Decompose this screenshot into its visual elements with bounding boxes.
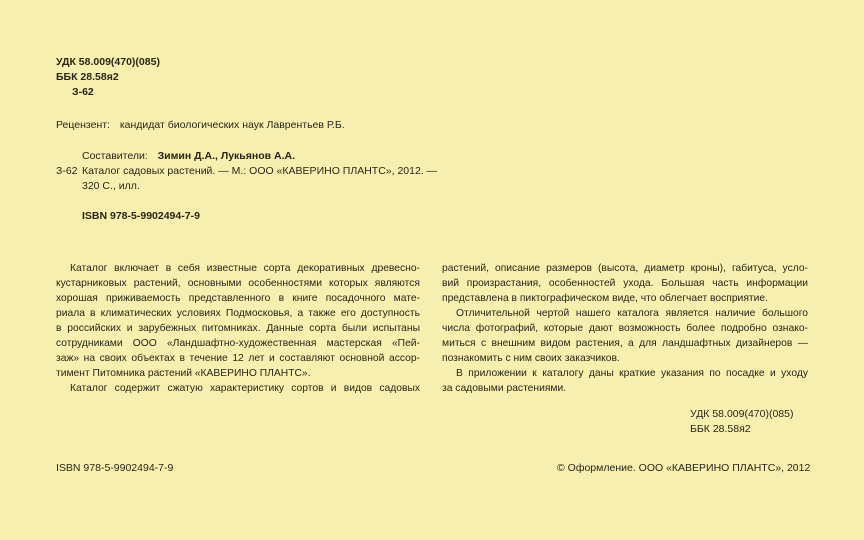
right-line-2: вий произрастания, особенностей ухода. Большая часть информации [442,278,808,289]
left-line-2: кустарниковых растений, основными особенностями которых являются [56,278,420,289]
right-line-1: растений, описание размеров (высота, диаметр кроны), габитуса, усло- [442,263,808,274]
right-line-6: миться с внешним видом растения, а для ландшафтных дизайнеров — [442,338,808,349]
isbn-top: ISBN 978-5-9902494-7-9 [82,210,200,222]
author-mark: З-62 [72,86,94,98]
copyright: © Оформление. ООО «КАВЕРИНО ПЛАНТС», 2012 [557,462,811,474]
right-line-4: Отличительной чертой нашего каталога является наличие большого [456,308,808,319]
left-line-1: Каталог включает в себя известные сорта декоративных древесно- [70,263,420,274]
compilers-label: Составители: [82,150,148,162]
right-line-5: числа фотографий, которые дают возможность более подробно ознако- [442,323,808,334]
reviewer-line [56,118,345,132]
left-line-7: заж» на своих объектах в течение 12 лет и составляют основной ассор- [56,353,420,364]
right-bbk-code: ББК 28.58я2 [690,423,751,435]
left-line-3: хорошая приживаемость представленного в книге посадочного мате- [56,293,420,304]
left-line-6: сотрудниками ООО «Ландшафтно-художественная мастерская «Пей- [56,338,420,349]
udk-code: УДК 58.009(470)(085) [56,56,160,68]
bbk-code: ББК 28.58я2 [56,71,119,83]
left-line-4: риала в климатических условиях Подмосковья, а также его доступность [56,308,420,319]
catalog-line-1: Каталог садовых растений. — М.: ООО «КАВЕРИНО ПЛАНТС», 2012. — [82,165,438,177]
left-line-5: в российских и зарубежных питомниках. Данные сорта были испытаны [56,323,420,334]
isbn-footer: ISBN 978-5-9902494-7-9 [56,462,174,474]
left-line-8: тимент Питомника растений «КАВЕРИНО ПЛАНТС». [56,368,311,379]
right-udk-code: УДК 58.009(470)(085) [690,408,794,420]
right-line-3: представлена в пиктографическом виде, что облегчает восприятие. [442,293,768,304]
catalog-line-2: 320 С., илл. [82,180,140,192]
reviewer-label: Рецензент: [56,119,110,131]
reviewer-text: кандидат биологических наук Лаврентьев Р.Б. [119,119,345,131]
right-line-8: В приложении к каталогу даны краткие указания по посадке и уходу [456,368,808,379]
catalog-code: З-62 [56,165,78,177]
compilers-line [82,149,295,163]
right-line-7: познакомить с ним своих заказчиков. [442,353,620,364]
right-line-9: за садовыми растениями. [442,383,567,394]
left-line-9: Каталог содержит сжатую характеристику сортов и видов садовых [70,383,420,394]
compilers-names: Зимин Д.А., Лукьянов А.А. [157,150,296,162]
